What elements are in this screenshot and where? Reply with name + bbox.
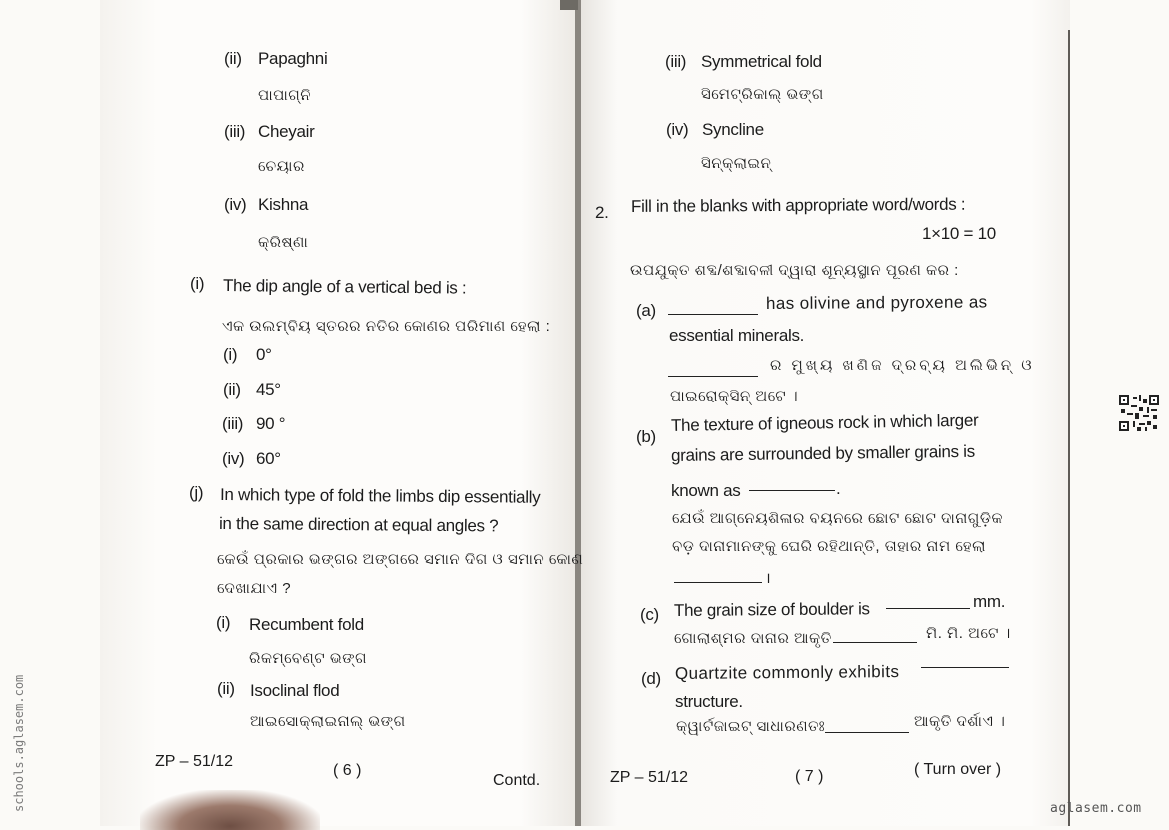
- watermark-left: schools.aglasem.com: [12, 674, 26, 812]
- part-label: (c): [640, 605, 659, 624]
- option-odia: ସିନ୍‌କ୍ଲାଇନ୍: [701, 155, 772, 172]
- question-odia: ଉପଯୁକ୍ତ ଶବ୍ଦ/ଶବ୍ଦାବଳୀ ଦ୍ୱାରା ଶୂନ୍ୟସ୍ଥାନ ପୂରଣ କର :: [630, 262, 959, 279]
- option-num: (ii): [217, 679, 235, 698]
- page-edge: [1068, 30, 1070, 826]
- sentence-end: .: [836, 479, 841, 498]
- finger-shadow: [140, 790, 320, 830]
- watermark-right: aglasem.com: [1050, 801, 1142, 816]
- option-text: Kishna: [258, 195, 309, 214]
- option-odia: କ୍ରିଷ୍ଣା: [258, 234, 309, 251]
- sentence-odia: ପାଇରୋକ୍ସିନ୍ ଅଟେ ।: [670, 388, 799, 405]
- answer-blank: [886, 596, 970, 609]
- sentence-odia: ମି. ମି. ଅଟେ ।: [926, 625, 1011, 642]
- option-odia: ଚେୟାର: [258, 158, 305, 175]
- question-text: The dip angle of a vertical bed is :: [222, 276, 467, 298]
- turn-over-label: ( Turn over ): [914, 761, 1002, 778]
- sentence-odia: କ୍ୱାର୍ଟଜାଇଟ୍ ସାଧାରଣତଃ: [676, 718, 826, 735]
- sentence-odia: ବଡ଼ ଦାନାମାନଙ୍କୁ ଘେରି ରହିଥାନ୍ତି, ତାହାର ନାମ ହେଲା: [672, 538, 986, 555]
- option-num: (i): [223, 345, 238, 364]
- option-text: Papaghni: [258, 49, 328, 68]
- question-text: in the same direction at equal angles ?: [218, 514, 499, 536]
- option-num: (iii): [665, 52, 687, 71]
- option-text: Isoclinal flod: [250, 681, 340, 700]
- option-num: (ii): [223, 380, 241, 399]
- sentence-text: The grain size of boulder is: [673, 599, 870, 620]
- answer-blank: [749, 478, 835, 491]
- page-number: ( 7 ): [795, 768, 824, 785]
- paper-code: ZP – 51/12: [610, 769, 688, 786]
- gutter-top-shadow: [560, 0, 578, 10]
- qr-code-icon: [1119, 395, 1159, 431]
- part-label: (d): [641, 669, 661, 688]
- option-text: 0°: [256, 345, 272, 364]
- question-odia: କେଉଁ ପ୍ରକାର ଭଙ୍ଗର ଅଙ୍ଗରେ ସମାନ ଦିଗ ଓ ସମାନ କୋଣ: [217, 551, 584, 568]
- option-text: 60°: [256, 449, 281, 468]
- option-text: 45°: [256, 380, 281, 399]
- contd-label: Contd.: [493, 772, 541, 789]
- option-num: (iii): [224, 122, 246, 141]
- marks-label: 1×10 = 10: [922, 224, 996, 243]
- option-text: Cheyair: [258, 122, 315, 141]
- question-number: (i): [190, 274, 205, 293]
- sentence-text: grains are surrounded by smaller grains is: [670, 441, 976, 465]
- sentence-odia: ଗୋଲାଶ୍ମର ଦାନାର ଆକୃତି: [674, 630, 832, 647]
- sentence-text: has olivine and pyroxene as: [765, 292, 988, 313]
- option-text: Symmetrical fold: [701, 52, 822, 71]
- option-odia: ରିକମ୍ବେଣ୍ଟ ଭଙ୍ଗ: [249, 650, 368, 667]
- option-text: Recumbent fold: [249, 615, 364, 634]
- option-odia: ଆଇସୋକ୍ଲାଇନାଲ୍ ଭଙ୍ଗ: [250, 713, 406, 730]
- sentence-text: known as: [671, 481, 741, 500]
- answer-blank: [825, 720, 909, 733]
- question-odia: ଏକ ଉଲମ୍ବିୟ ସ୍ତରର ନତିର କୋଣର ପରିମାଣ ହେଲା :: [222, 318, 551, 335]
- part-label: (a): [636, 301, 656, 320]
- question-number: (j): [189, 483, 204, 502]
- option-text: 90 °: [256, 414, 286, 433]
- question-title: Fill in the blanks with appropriate word/words :: [630, 194, 966, 216]
- question-odia: ଦେଖାଯାଏ ?: [217, 580, 292, 597]
- option-num: (i): [216, 613, 231, 632]
- sentence-text: essential minerals.: [669, 326, 805, 345]
- sentence-text: Quartzite commonly exhibits: [674, 662, 900, 683]
- book-gutter: [575, 0, 581, 826]
- left-page: [100, 0, 578, 826]
- option-num: (iv): [222, 449, 245, 468]
- option-num: (ii): [224, 49, 242, 68]
- paper-code: ZP – 51/12: [155, 753, 233, 770]
- sentence-end: ।: [765, 570, 772, 587]
- question-number: 2.: [595, 203, 609, 222]
- sentence-odia: ଆକୃତି ଦର୍ଶାଏ ।: [914, 713, 1006, 730]
- option-odia: ସିମେଟ୍ରିକାଲ୍ ଭଙ୍ଗ: [701, 86, 824, 103]
- sentence-odia: ର ମୁଖ୍ୟ ଖଣିଜ ଦ୍ରବ୍ୟ ଅଲିଭିନ୍ ଓ: [770, 357, 1035, 374]
- answer-blank: [668, 362, 758, 377]
- option-text: Syncline: [702, 120, 764, 139]
- answer-blank: [674, 570, 762, 583]
- sentence-text: The texture of igneous rock in which larger: [670, 410, 979, 435]
- unit-label: mm.: [973, 592, 1006, 611]
- page-number: ( 6 ): [333, 762, 362, 779]
- option-num: (iv): [224, 195, 247, 214]
- sentence-odia: ଯେଉଁ ଆଗ୍ନେୟଶିଳାର ବୟନରେ ଛୋଟ ଛୋଟ ଦାନାଗୁଡ଼ିକ: [672, 510, 1004, 527]
- answer-blank: [833, 630, 917, 643]
- option-num: (iv): [666, 120, 689, 139]
- part-label: (b): [636, 427, 656, 446]
- answer-blank: [668, 300, 758, 315]
- answer-blank: [921, 655, 1009, 668]
- sentence-text: structure.: [675, 692, 743, 711]
- option-num: (iii): [222, 414, 244, 433]
- question-text: In which type of fold the limbs dip essentially: [219, 485, 541, 507]
- option-odia: ପାପାଗ୍ନି: [258, 87, 312, 104]
